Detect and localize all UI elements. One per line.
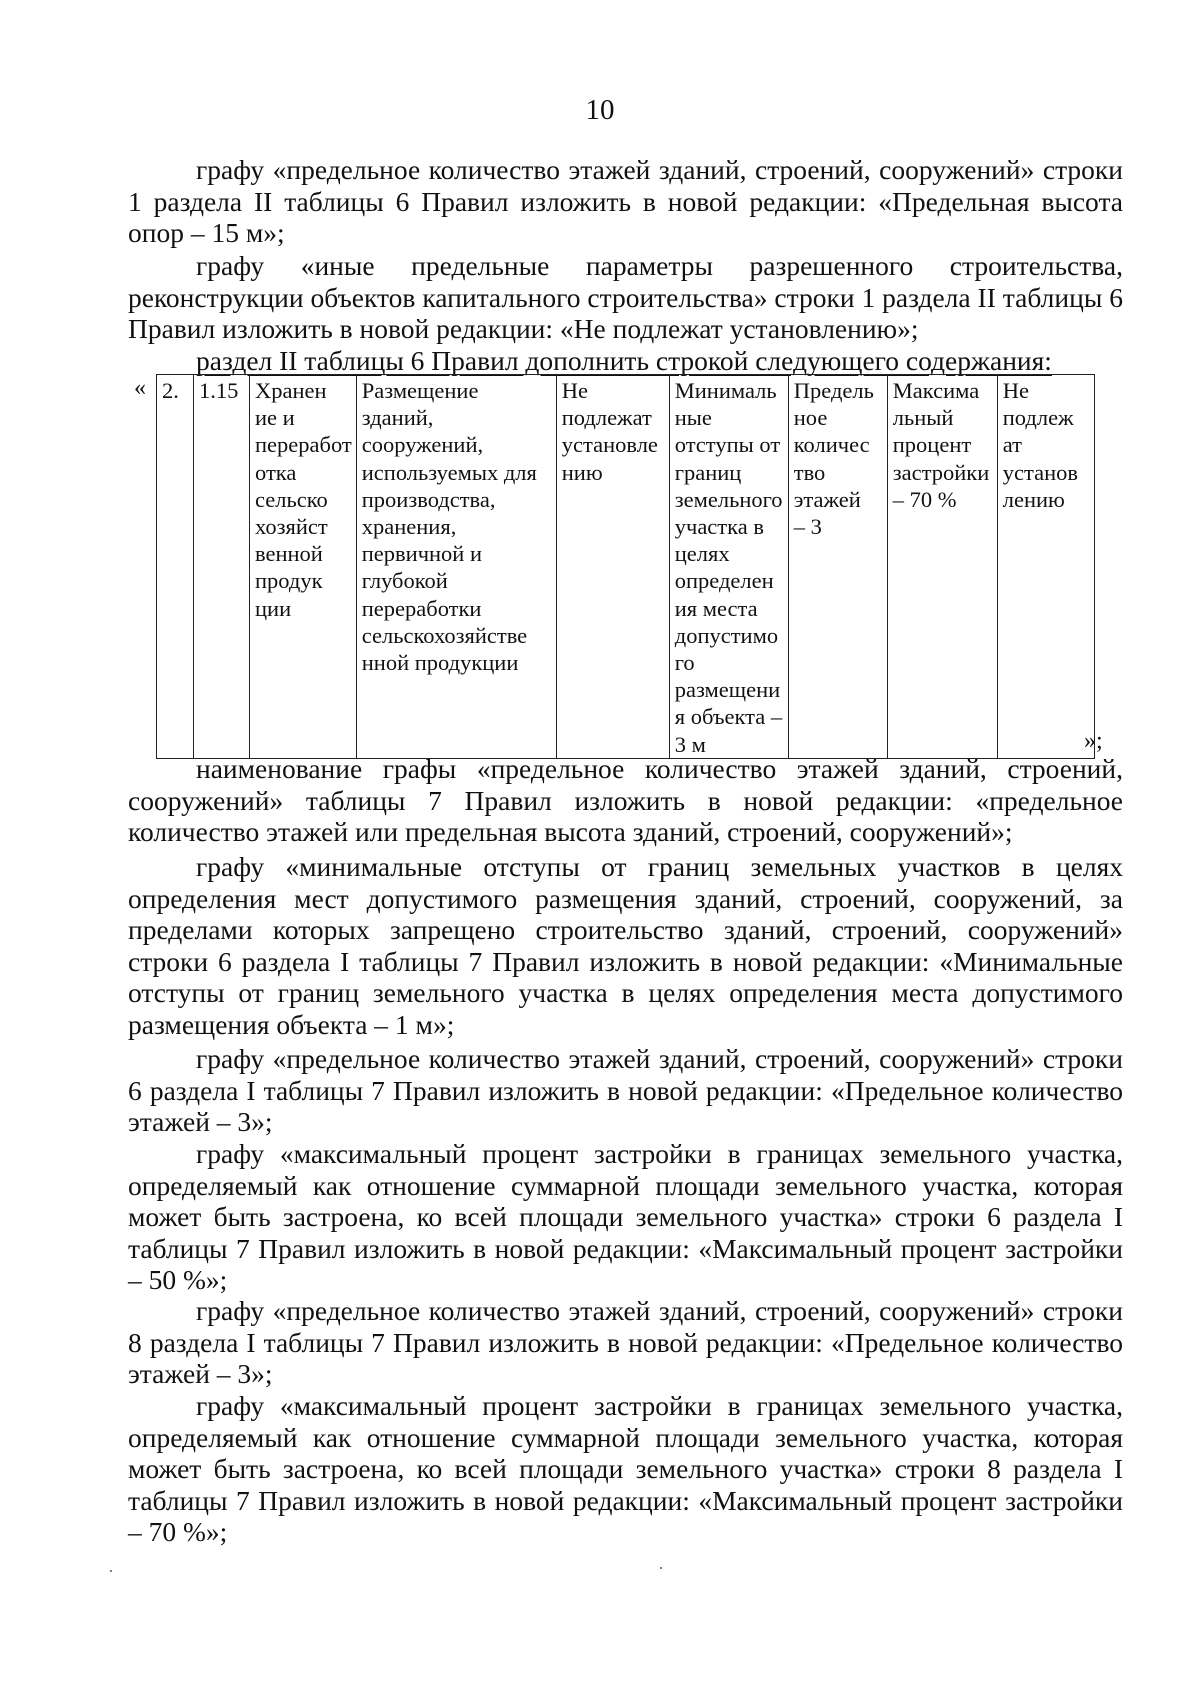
inserted-table-row (156, 374, 1095, 759)
table-row (157, 375, 1095, 759)
paragraph-2: графу «иные предельные параметры разрешенного строительства, реконструкции объектов капитального строительства» строки 1 раздела II таблицы 6 Правил изложить в новой редакции: «Не подлежат установлению»; (128, 250, 1123, 344)
paragraph-6: графу «предельное количество этажей зданий, строений, сооружений» строки 6 раздела I таблицы 7 Правил изложить в новой редакции: «Предельное количество этажей – 3»; (128, 1043, 1123, 1137)
scan-speck (110, 1570, 112, 1572)
paragraph-4: наименование графы «предельное количество этажей зданий, строений, сооружений» таблицы 7 Правил изложить в новой редакции: «предельное количество этажей или предельная высота зданий, строений, сооружений»; (128, 753, 1123, 847)
cell-code: 1.15 (194, 375, 250, 759)
paragraph-1: графу «предельное количество этажей зданий, строений, сооружений» строки 1 раздела II таблицы 6 Правил изложить в новой редакции: «Предельная высота опор – 15 м»; (128, 154, 1123, 248)
scan-speck (660, 1567, 662, 1569)
table-intro-text: раздел II таблицы 6 Правил дополнить строкой следующего содержания: (196, 345, 1052, 376)
page-number: 10 (585, 94, 615, 126)
table-open-quote: « (134, 375, 146, 401)
cell-description: Размещение зданий, сооружений, используемых для производства, хранения, первичной и глубокой переработки сельскохозяйстве нной продукции (356, 375, 556, 759)
paragraph-3 (128, 345, 1123, 377)
paragraph-7: графу «максимальный процент застройки в границах земельного участка, определяемый как отношение суммарной площади земельного участка, которая может быть застроена, ко всей площади земельного участка» строки 6 раздела I таблицы 7 Правил изложить в новой редакции: «Максимальный процент застройки – 50 %»; (128, 1138, 1123, 1295)
paragraph-8: графу «предельное количество этажей зданий, строений, сооружений» строки 8 раздела I таблицы 7 Правил изложить в новой редакции: «Предельное количество этажей – 3»; (128, 1295, 1123, 1389)
cell-other-params: Не подлеж ат установ лению (997, 375, 1094, 759)
cell-max-coverage: Максима льный процент застройки – 70 % (887, 375, 997, 759)
paragraph-5: графу «минимальные отступы от границ земельных участков в целях определения мест допустимого размещения зданий, строений, сооружений, за пределами которых запрещено строительство зданий, строений, сооружений» строки 6 раздела I таблицы 7 Правил изложить в новой редакции: «Минимальные отступы от границ земельного участка в целях определения места допустимого размещения объекта – 1 м»; (128, 851, 1123, 1040)
cell-min-setback: Минималь ные отступы от границ земельного участка в целях определен ия места допустимо го размещени я объекта – 3 м (669, 375, 788, 759)
cell-max-floors: Предель ное количес тво этажей – 3 (788, 375, 887, 759)
cell-number: 2. (157, 375, 194, 759)
cell-plot-size: Не подлежат установле нию (556, 375, 669, 759)
cell-use-type: Хранен ие и переработ отка сельско хозяйст венной продук ции (250, 375, 357, 759)
table-close-quote: »; (1084, 728, 1103, 754)
paragraph-9: графу «максимальный процент застройки в границах земельного участка, определяемый как отношение суммарной площади земельного участка, которая может быть застроена, ко всей площади земельного участка» строки 8 раздела I таблицы 7 Правил изложить в новой редакции: «Максимальный процент застройки – 70 %»; (128, 1390, 1123, 1547)
